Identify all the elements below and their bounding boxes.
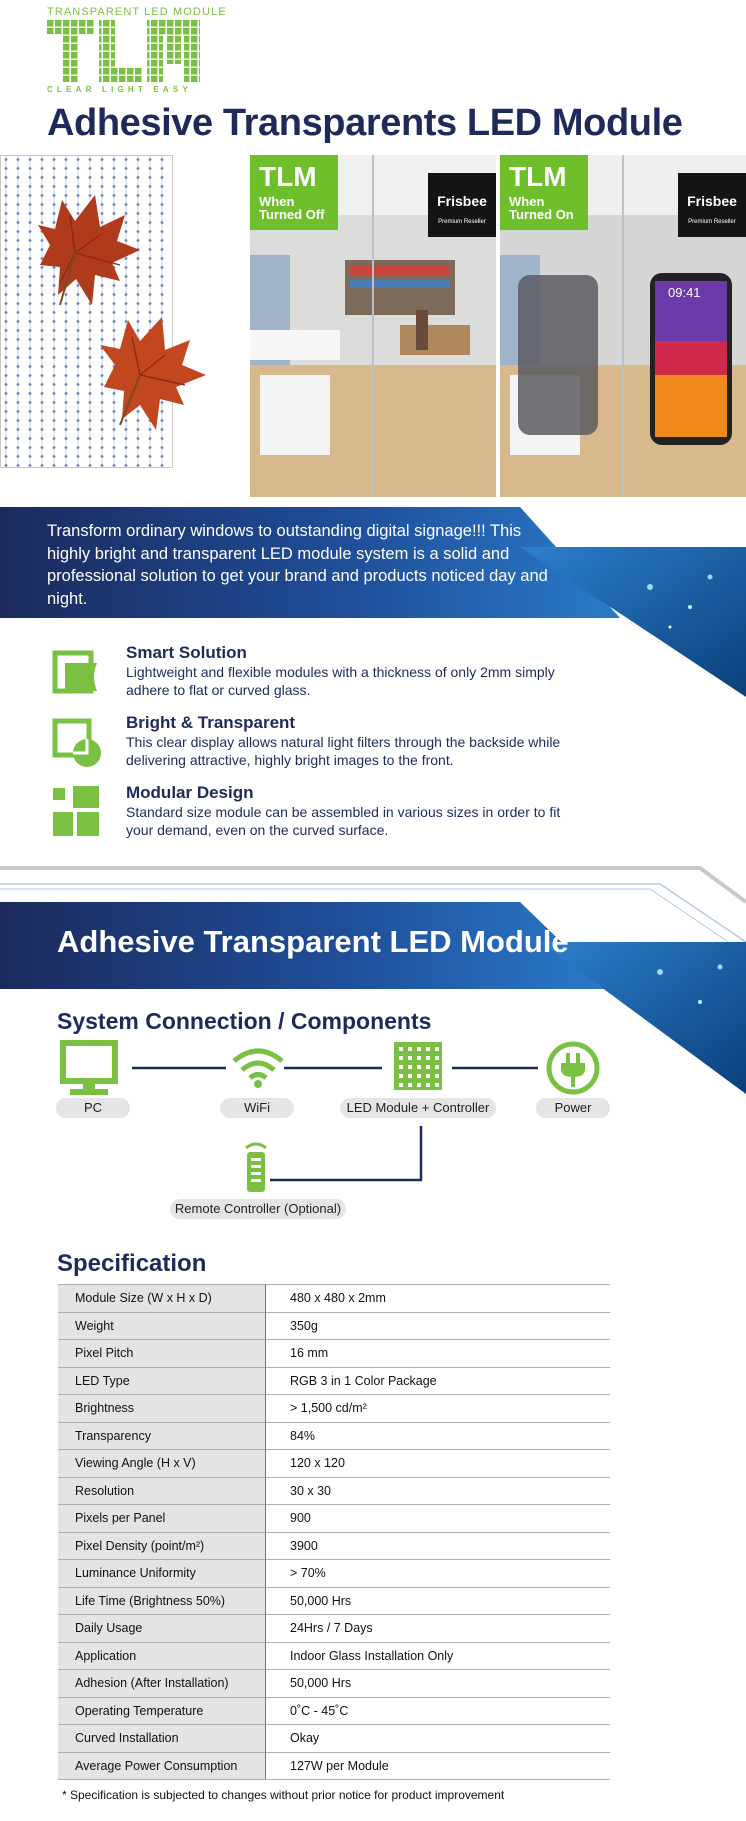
modules-icon <box>51 786 103 838</box>
remote-controller-icon <box>240 1140 272 1194</box>
feature-title-modular: Modular Design <box>126 783 254 802</box>
wifi-icon <box>231 1045 285 1089</box>
spec-key: Viewing Angle (H x V) <box>58 1450 266 1478</box>
section2-title: Adhesive Transparent LED Module <box>57 924 569 959</box>
system-connection-lines <box>56 1040 616 1190</box>
system-connection-title: System Connection / Components <box>57 1008 432 1034</box>
table-row <box>58 1752 610 1780</box>
feature-desc-smart: Lightweight and flexible modules with a thickness of only 2mm simply adhere to flat or curved glass. <box>126 664 555 698</box>
spec-value: RGB 3 in 1 Color Package <box>266 1367 611 1395</box>
phone-time: 09:41 <box>668 285 701 300</box>
spec-key: Luminance Uniformity <box>58 1560 266 1588</box>
table-row <box>58 1312 610 1340</box>
table-row <box>58 1670 610 1698</box>
spec-key: Brightness <box>58 1395 266 1423</box>
spec-key: Weight <box>58 1312 266 1340</box>
spec-key: Module Size (W x H x D) <box>58 1285 266 1313</box>
tlm-on-badge-title: TLM <box>509 161 567 192</box>
led-grid-with-leaves-image <box>0 155 246 497</box>
node-label-led-module: LED Module + Controller <box>340 1098 496 1118</box>
table-row <box>58 1450 610 1478</box>
spec-value: 480 x 480 x 2mm <box>266 1285 611 1313</box>
spec-value: 16 mm <box>266 1340 611 1368</box>
spec-value: 0˚C - 45˚C <box>266 1697 611 1725</box>
intro-text: Transform ordinary windows to outstanding digital signage!!! This highly bright and transparent LED module system is a solid and professional solution to get your brand and products noticed day and night. <box>47 522 548 608</box>
table-row <box>58 1285 610 1313</box>
flexible-panel-icon <box>51 647 103 699</box>
brand-tagline-top: TRANSPARENT LED MODULE <box>47 6 227 18</box>
table-row <box>58 1395 610 1423</box>
feature-title-bright: Bright & Transparent <box>126 713 296 732</box>
table-row <box>58 1642 610 1670</box>
table-row <box>58 1615 610 1643</box>
specification-footnote: * Specification is subjected to changes without prior notice for product improvement <box>62 1788 505 1802</box>
table-row <box>58 1697 610 1725</box>
spec-value: 127W per Module <box>266 1752 611 1780</box>
store-sign-name: Frisbee <box>437 193 487 209</box>
spec-key: Pixel Pitch <box>58 1340 266 1368</box>
node-label-pc: PC <box>56 1098 130 1118</box>
store-photo-turned-off <box>250 155 496 497</box>
spec-key: Pixel Density (point/m²) <box>58 1532 266 1560</box>
tlm-off-badge-title: TLM <box>259 161 317 192</box>
spec-key: Application <box>58 1642 266 1670</box>
table-row <box>58 1725 610 1753</box>
spec-value: 84% <box>266 1422 611 1450</box>
spec-key: Resolution <box>58 1477 266 1505</box>
spec-value: 120 x 120 <box>266 1450 611 1478</box>
spec-value: > 70% <box>266 1560 611 1588</box>
led-module-icon <box>394 1042 442 1090</box>
store-sign-2-name: Frisbee <box>687 193 737 209</box>
tlm-off-badge-subtitle: When Turned Off <box>259 194 325 222</box>
spec-value: 30 x 30 <box>266 1477 611 1505</box>
store-sign-2 <box>678 173 746 237</box>
spec-key: Average Power Consumption <box>58 1752 266 1780</box>
spec-key: Pixels per Panel <box>58 1505 266 1533</box>
page-title: Adhesive Transparents LED Module <box>47 102 683 144</box>
store-sign-2-tagline: Premium Reseller <box>688 219 736 225</box>
spec-value: 900 <box>266 1505 611 1533</box>
spec-key: Transparency <box>58 1422 266 1450</box>
spec-value: Okay <box>266 1725 611 1753</box>
table-row <box>58 1505 610 1533</box>
table-row <box>58 1422 610 1450</box>
node-label-power: Power <box>536 1098 610 1118</box>
spec-key: Adhesion (After Installation) <box>58 1670 266 1698</box>
spec-value: 3900 <box>266 1532 611 1560</box>
table-row <box>58 1560 610 1588</box>
spec-key: LED Type <box>58 1367 266 1395</box>
table-row <box>58 1477 610 1505</box>
store-sign <box>428 173 496 237</box>
table-row <box>58 1587 610 1615</box>
node-label-wifi: WiFi <box>220 1098 294 1118</box>
pc-icon <box>60 1040 122 1098</box>
tlm-off-badge <box>250 155 338 230</box>
spec-value: Indoor Glass Installation Only <box>266 1642 611 1670</box>
store-photo-turned-on <box>500 155 746 497</box>
tlm-on-badge-subtitle: When Turned On <box>509 194 574 222</box>
transparent-window-icon <box>51 717 103 769</box>
spec-key: Curved Installation <box>58 1725 266 1753</box>
spec-value: 350g <box>266 1312 611 1340</box>
store-sign-tagline: Premium Reseller <box>438 219 486 225</box>
feature-title-smart: Smart Solution <box>126 643 247 662</box>
spec-value: 24Hrs / 7 Days <box>266 1615 611 1643</box>
spec-key: Life Time (Brightness 50%) <box>58 1587 266 1615</box>
feature-desc-modular: Standard size module can be assembled in various sizes in order to fit your demand, even on the curved surface. <box>126 804 561 838</box>
spec-value: > 1,500 cd/m² <box>266 1395 611 1423</box>
spec-value: 50,000 Hrs <box>266 1587 611 1615</box>
table-row <box>58 1532 610 1560</box>
power-plug-icon <box>546 1041 600 1095</box>
spec-value: 50,000 Hrs <box>266 1670 611 1698</box>
brand-logo <box>47 20 200 82</box>
spec-key: Daily Usage <box>58 1615 266 1643</box>
specification-table <box>58 1284 610 1780</box>
brand-tagline-bottom: CLEAR LIGHT EASY <box>47 85 192 94</box>
tlm-on-badge <box>500 155 588 230</box>
feature-desc-bright: This clear display allows natural light filters through the backside while delivering attractive, highly bright images to the front. <box>126 734 561 768</box>
node-label-remote: Remote Controller (Optional) <box>170 1199 346 1219</box>
table-row <box>58 1340 610 1368</box>
spec-key: Operating Temperature <box>58 1697 266 1725</box>
specification-title: Specification <box>57 1250 207 1277</box>
table-row <box>58 1367 610 1395</box>
